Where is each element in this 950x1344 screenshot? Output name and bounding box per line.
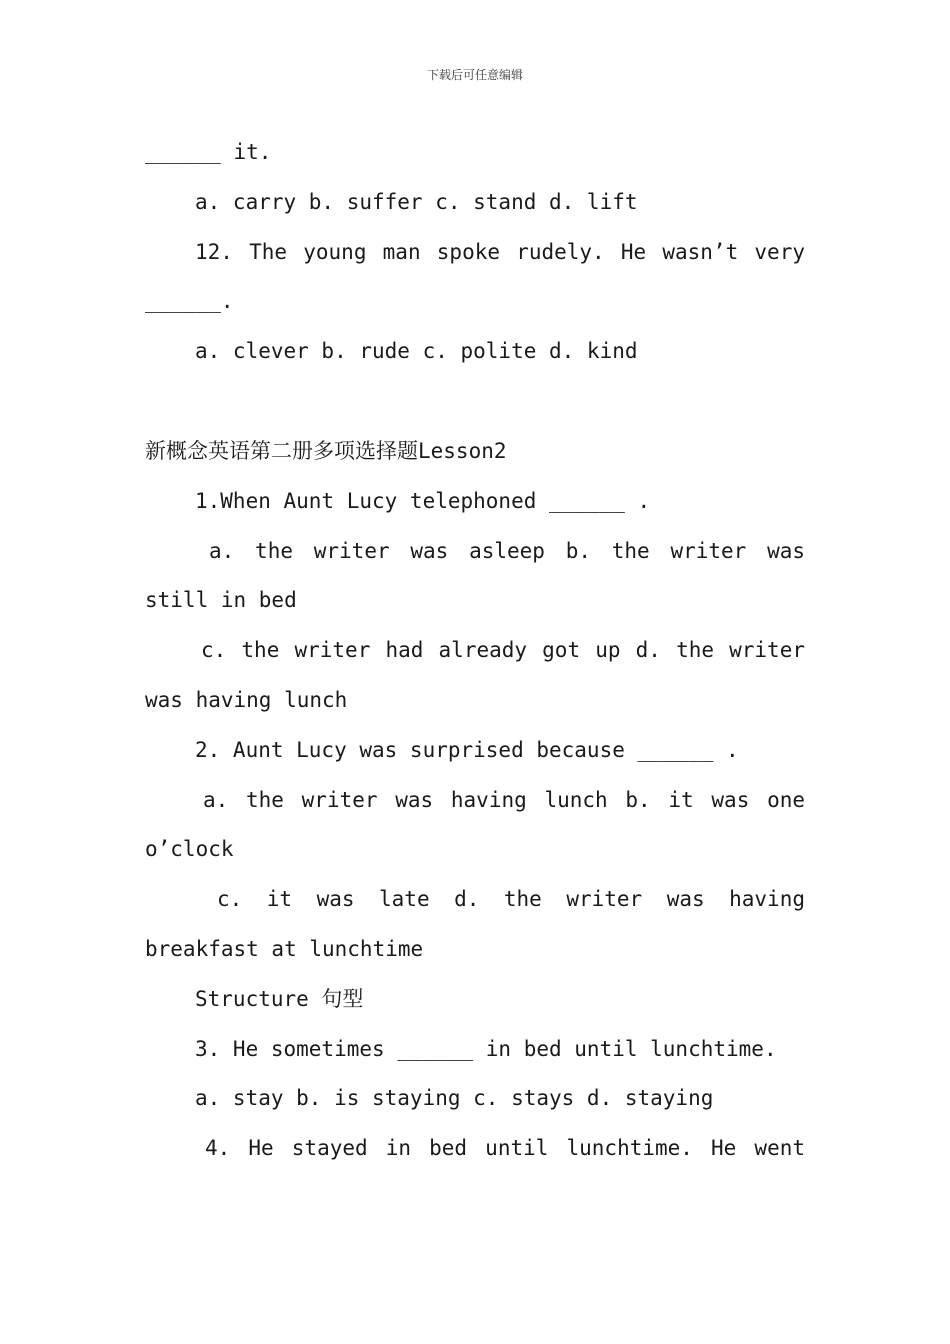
answer-options: a. the writer was having lunch b. it was one [203, 787, 805, 812]
question-2: 2. Aunt Lucy was surprised because ______ . [195, 737, 739, 762]
subheading-structure: Structure 句型 [195, 986, 364, 1011]
answer-options: a. the writer was asleep b. the writer was [209, 538, 805, 563]
text-line: still in bed [145, 588, 297, 613]
document-body [145, 128, 805, 1174]
answer-options: a. stay b. is staying c. stays d. staying [195, 1086, 714, 1111]
text-line: ______. [145, 289, 234, 314]
answer-options: a. carry b. suffer c. stand d. lift [195, 189, 638, 214]
section-heading [145, 427, 805, 477]
answer-options: a. clever b. rude c. polite d. kind [195, 339, 638, 364]
spacer [145, 377, 805, 427]
text-line: ______ it. [145, 140, 272, 164]
answer-options: c. it was late d. the writer was having [217, 887, 805, 912]
question-3: 3. He sometimes ______ in bed until lunchtime. [195, 1036, 777, 1061]
text-line: was having lunch [145, 687, 348, 712]
section-heading-lesson: Lesson2 [418, 438, 507, 463]
text-line: breakfast at lunchtime [145, 936, 424, 961]
question-1: 1.When Aunt Lucy telephoned ______ . [195, 488, 651, 513]
question-12: 12. The young man spoke rudely. He wasn’t very [195, 239, 805, 264]
answer-options: c. the writer had already got up d. the writer [201, 638, 805, 663]
section-heading-cn: 新概念英语第二册多项选择题 [145, 438, 418, 463]
text-line: o’clock [145, 837, 234, 862]
page-header: 下载后可任意编辑 [426, 68, 523, 82]
question-4: 4. He stayed in bed until lunchtime. He went [205, 1136, 805, 1161]
